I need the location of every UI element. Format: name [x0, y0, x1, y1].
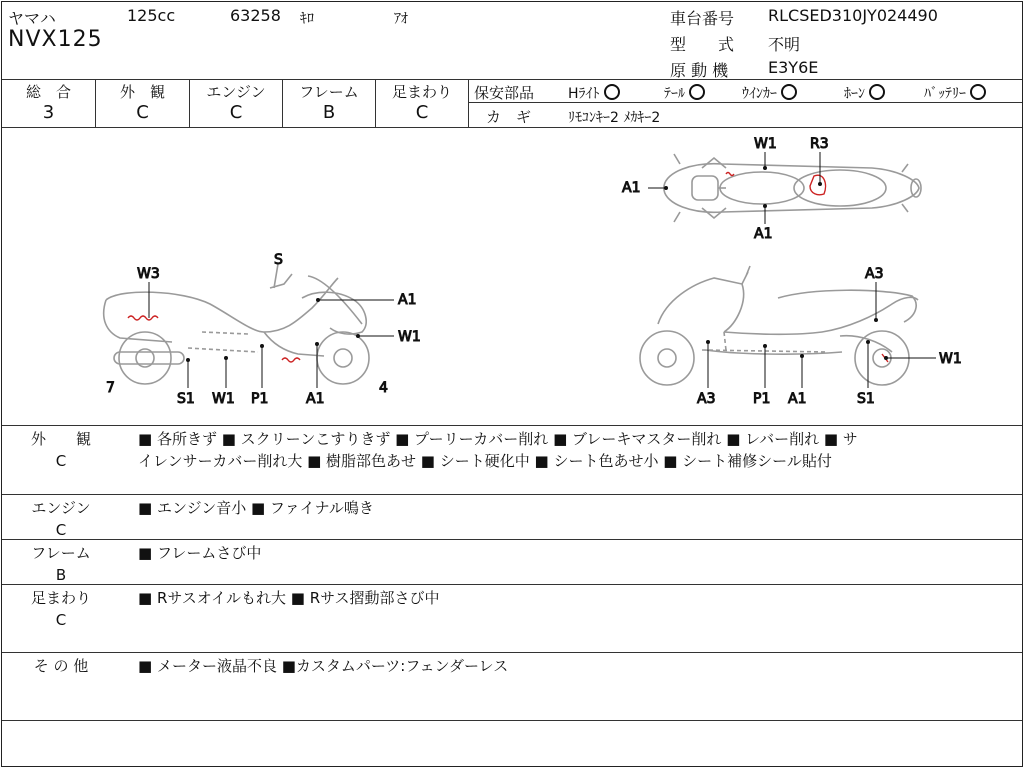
grade-value-overall: 3 — [42, 102, 55, 123]
grade-label-suspension: 足まわり — [391, 83, 452, 101]
type-value: 不明 — [768, 35, 801, 54]
comment-category-frame: フレーム B — [31, 544, 91, 584]
diagram-label: W3 — [137, 266, 160, 282]
inspection-sheet — [1, 1, 1023, 767]
diagram-label: S1 — [177, 391, 195, 407]
diagram-label: W1 — [212, 391, 235, 407]
comment-category-other: そ の 他 — [33, 657, 89, 675]
grade-label-engine: エンジン — [206, 83, 266, 101]
divider — [468, 79, 469, 127]
damage-diagram — [2, 128, 1022, 426]
ok-circle-icon — [970, 84, 986, 100]
diagram-label: A1 — [622, 180, 641, 196]
damage-marks — [128, 173, 888, 363]
divider — [2, 494, 1022, 495]
grade-value-suspension: C — [415, 102, 429, 123]
divider — [2, 584, 1022, 585]
comment-text-exterior: ■ 各所きず ■ スクリーンこすりきず ■ プーリーカバー削れ ■ ブレーキマスター削れ ■ レバー削れ ■ サ イレンサーカバー削れ大 ■ 樹脂部色あせ ■ シート硬化中 ■ シート色あせ小 ■ シート補修シール貼付 — [138, 430, 858, 470]
diagram-label: P1 — [251, 391, 269, 407]
comment-text-engine: ■ エンジン音小 ■ ファイナル鳴き — [138, 499, 374, 517]
diagram-label: 7 — [106, 380, 115, 396]
grade-value-frame: B — [322, 102, 336, 123]
comment-category-exterior: 外 観 C — [30, 430, 91, 470]
engine-label: 原 動 機 — [670, 61, 729, 80]
divider — [2, 539, 1022, 540]
divider — [2, 79, 1022, 80]
comment-text-frame: ■ フレームさび中 — [138, 544, 262, 562]
safety-battery: ﾊﾞｯﾃﾘｰ — [924, 83, 986, 103]
diagram-label: W1 — [754, 136, 777, 152]
diagram-label: S1 — [857, 391, 875, 407]
ok-circle-icon — [781, 84, 797, 100]
mileage: 63258 — [230, 6, 281, 25]
diagram-label: A3 — [697, 391, 716, 407]
grade-label-exterior: 外 観 — [119, 83, 165, 101]
leader-dots — [186, 166, 888, 362]
comment-text-suspension: ■ Rサスオイルもれ大 ■ Rサス摺動部さび中 — [138, 589, 440, 607]
diagram-label: S — [274, 252, 283, 268]
comment-category-suspension: 足まわり C — [30, 589, 91, 629]
type-label: 型 式 — [670, 35, 735, 54]
scooter-left-side-sketch — [104, 264, 369, 384]
scooter-top-view-sketch — [664, 154, 921, 222]
displacement: 125cc — [127, 6, 176, 25]
safety-parts-label: 保安部品 — [474, 84, 535, 102]
divider — [2, 425, 1022, 426]
diagram-label: R3 — [810, 136, 829, 152]
diagram-label: W1 — [939, 351, 962, 367]
divider — [2, 720, 1022, 721]
chassis-value: RLCSED310JY024490 — [768, 6, 938, 25]
ok-circle-icon — [689, 84, 705, 100]
key-label: カ ギ — [486, 108, 532, 126]
safety-headlight: Hﾗｲﾄ — [568, 83, 620, 103]
diagram-label: 4 — [379, 380, 388, 396]
divider — [2, 652, 1022, 653]
diagram-label: A1 — [754, 226, 773, 242]
safety-winker: ｳｲﾝｶｰ — [742, 83, 797, 103]
ok-circle-icon — [604, 84, 620, 100]
grade-value-exterior: C — [136, 102, 149, 123]
grade-value-engine: C — [229, 102, 243, 123]
diagram-labels — [106, 136, 962, 407]
diagram-label: A1 — [398, 292, 417, 308]
mileage-unit: ｷﾛ — [300, 11, 314, 27]
key-value: ﾘﾓｺﾝｷｰ2 ﾒｶｷｰ2 — [568, 110, 661, 126]
model-name: NVX125 — [8, 27, 103, 52]
body-color: ｱｵ — [394, 11, 408, 27]
diagram-label: A1 — [788, 391, 807, 407]
diagram-label: W1 — [398, 329, 421, 345]
comment-category-engine: エンジン C — [31, 499, 91, 539]
comment-text-other: ■ メーター液晶不良 ■カスタムパーツ:フェンダーレス — [138, 657, 509, 675]
safety-horn: ﾎｰﾝ — [844, 83, 885, 103]
diagram-label: P1 — [753, 391, 771, 407]
diagram-label: A1 — [306, 391, 325, 407]
engine-value: E3Y6E — [768, 58, 819, 77]
maker-name: ヤマハ — [8, 9, 56, 28]
diagram-label: A3 — [865, 266, 884, 282]
ok-circle-icon — [869, 84, 885, 100]
safety-taillight: ﾃｰﾙ — [664, 83, 705, 103]
grade-label-overall: 総 合 — [25, 83, 71, 101]
grade-label-frame: フレーム — [299, 83, 359, 101]
chassis-label: 車台番号 — [670, 9, 735, 28]
